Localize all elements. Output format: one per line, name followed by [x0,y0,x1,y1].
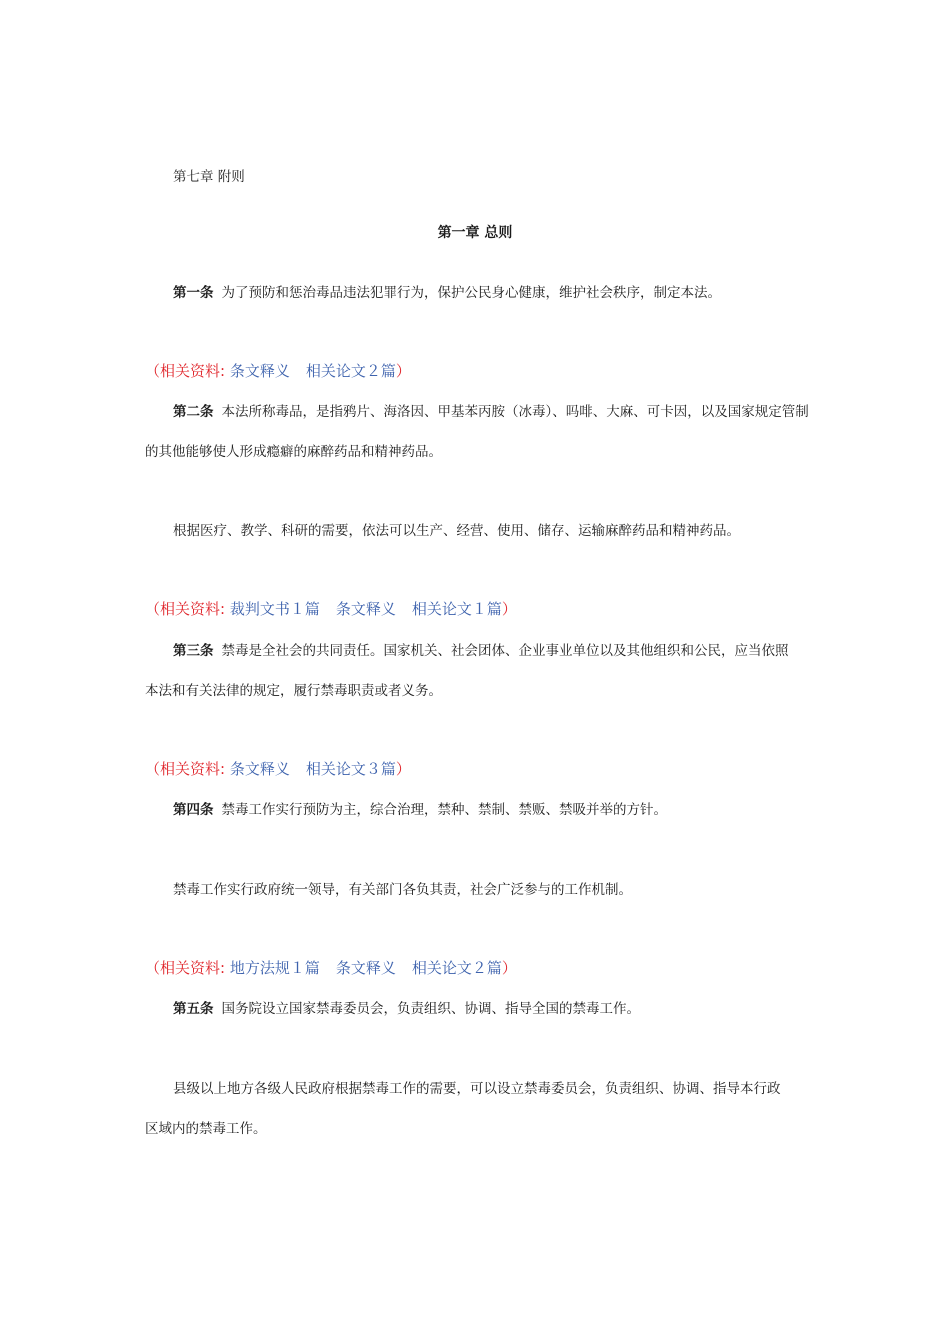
article-2 [173,403,809,421]
related-materials [145,600,517,618]
ref-prefix: （相关资料: [145,362,230,380]
ref-suffix: ） [501,600,517,618]
ref-link-interpretation[interactable]: 条文释义 [335,600,396,618]
ref-link-papers[interactable]: 相关论文３篇 [305,760,396,778]
article-text: 禁毒工作实行预防为主，综合治理，禁种、禁制、禁贩、禁吸并举的方针。 [221,802,667,818]
ref-link-interpretation[interactable]: 条文释义 [229,760,290,778]
article-number: 第二条 [173,404,214,420]
ref-prefix: （相关资料: [145,600,230,618]
article-number: 第三条 [173,643,214,659]
article-2-continued: 的其他能够使人形成瘾癖的麻醉药品和精神药品。 [145,444,442,460]
article-text: 本法所称毒品，是指鸦片、海洛因、甲基苯丙胺（冰毒）、吗啡、大麻、可卡因，以及国家规定管制 [221,404,809,420]
article-4 [173,801,667,819]
ref-suffix: ） [501,959,517,977]
article-text: 为了预防和惩治毒品违法犯罪行为，保护公民身心健康，维护社会秩序，制定本法。 [221,285,721,301]
ref-prefix: （相关资料: [145,760,230,778]
ref-link-papers[interactable]: 相关论文２篇 [411,959,502,977]
related-materials [145,362,411,380]
article-number: 第四条 [173,802,214,818]
toc-item [173,168,245,186]
article-3 [173,642,789,660]
ref-prefix: （相关资料: [145,959,230,977]
ref-link-judgments[interactable]: 裁判文书１篇 [229,600,320,618]
article-5-paragraph-2: 县级以上地方各级人民政府根据禁毒工作的需要，可以设立禁毒委员会，负责组织、协调、指导本行政 [173,1081,781,1097]
related-materials [145,760,411,778]
ref-link-interpretation[interactable]: 条文释义 [335,959,396,977]
article-4-paragraph-2: 禁毒工作实行政府统一领导，有关部门各负其责，社会广泛参与的工作机制。 [173,882,632,898]
ref-link-papers[interactable]: 相关论文１篇 [411,600,502,618]
article-text: 国务院设立国家禁毒委员会，负责组织、协调、指导全国的禁毒工作。 [221,1001,640,1017]
ref-suffix: ） [395,362,411,380]
article-1 [173,284,721,302]
article-number: 第一条 [173,285,214,301]
article-text: 禁毒是全社会的共同责任。国家机关、社会团体、企业事业单位以及其他组织和公民，应当依照 [221,643,789,659]
ref-link-interpretation[interactable]: 条文释义 [229,362,290,380]
article-3-continued: 本法和有关法律的规定，履行禁毒职责或者义务。 [145,683,442,699]
article-5 [173,1000,640,1018]
ref-link-papers[interactable]: 相关论文２篇 [305,362,396,380]
ref-link-local-regulations[interactable]: 地方法规１篇 [229,959,320,977]
article-number: 第五条 [173,1001,214,1017]
article-5-paragraph-2-continued: 区域内的禁毒工作。 [145,1121,267,1137]
ref-suffix: ） [395,760,411,778]
chapter-title: 第一章 总则 [437,225,513,241]
related-materials [145,959,517,977]
article-2-paragraph-2: 根据医疗、教学、科研的需要，依法可以生产、经营、使用、储存、运输麻醉药品和精神药品。 [173,523,740,539]
toc-item-text: 第七章 附则 [173,169,245,185]
